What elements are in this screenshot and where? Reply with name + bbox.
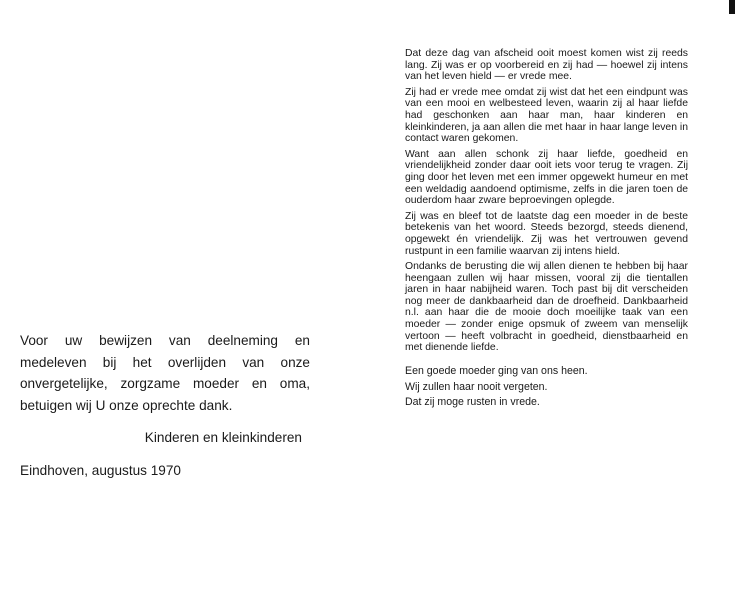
memorial-paragraph: Dat deze dag van afscheid ooit moest komen wist zij reeds lang. Zij was er op voorbereid en zij had — hoewel zij intens van het leven hield — er vrede mee. bbox=[405, 48, 688, 83]
memorial-paragraph: Zij was en bleef tot de laatste dag een moeder in de beste betekenis van het woord. Steeds bezorgd, steeds dienend, opgewekt én vriendelijk. Zij was het vertrouwen gevend rustpunt in een familie waarvan zij intens hield. bbox=[405, 210, 688, 257]
thanks-message: Voor uw bewijzen van deelneming en medeleven bij het overlijden van onze onvergetelijke, zorgzame moeder en oma, betuigen wij U onze oprechte dank. bbox=[20, 333, 310, 413]
closing-verse bbox=[405, 364, 688, 411]
closing-line: Een goede moeder ging van ons heen. bbox=[405, 364, 588, 377]
closing-line: Wij zullen haar nooit vergeten. bbox=[405, 380, 548, 393]
page-edge-mark bbox=[729, 0, 735, 14]
memorial-paragraph: Zij had er vrede mee omdat zij wist dat het een eindpunt was van een mooi en welbesteed leven, waarin zij al haar liefde had geschonken aan haar man, haar kinderen en kleinkinderen, ja aan allen die met haar in haar lange leven in contact waren gekomen. bbox=[405, 86, 688, 145]
family-signature: Kinderen en kleinkinderen bbox=[144, 430, 302, 445]
memorial-paragraph: Want aan allen schonk zij haar liefde, goedheid en vriendelijkheid zonder daar ooit iets voor terug te vragen. Zij ging door het leven met een immer opgewekt humeur en met een weldadig aandoend optimisme, zelfs in die jaren toen de ouderdom haar zware beproevingen oplegde. bbox=[405, 148, 688, 207]
thanks-section bbox=[20, 330, 310, 481]
closing-line: Dat zij moge rusten in vrede. bbox=[405, 396, 540, 409]
place-and-date: Eindhoven, augustus 1970 bbox=[20, 463, 181, 478]
memorial-text bbox=[405, 48, 688, 411]
memorial-paragraph: Ondanks de berusting die wij allen dienen te hebben bij haar heengaan zullen wij haar missen, vooral zij die tientallen jaren in haar nabijheid waren. Toch past bij dit verscheiden nog meer de dankbaarheid dan de droefheid. Dankbaarheid n.l. aan haar die de mooie doch moeilijke taak van een moeder — zonder enige opsmuk of zweem van menselijk vertoon — heeft volbracht in goedheid, dienstbaarheid en met dienende liefde. bbox=[405, 261, 688, 354]
